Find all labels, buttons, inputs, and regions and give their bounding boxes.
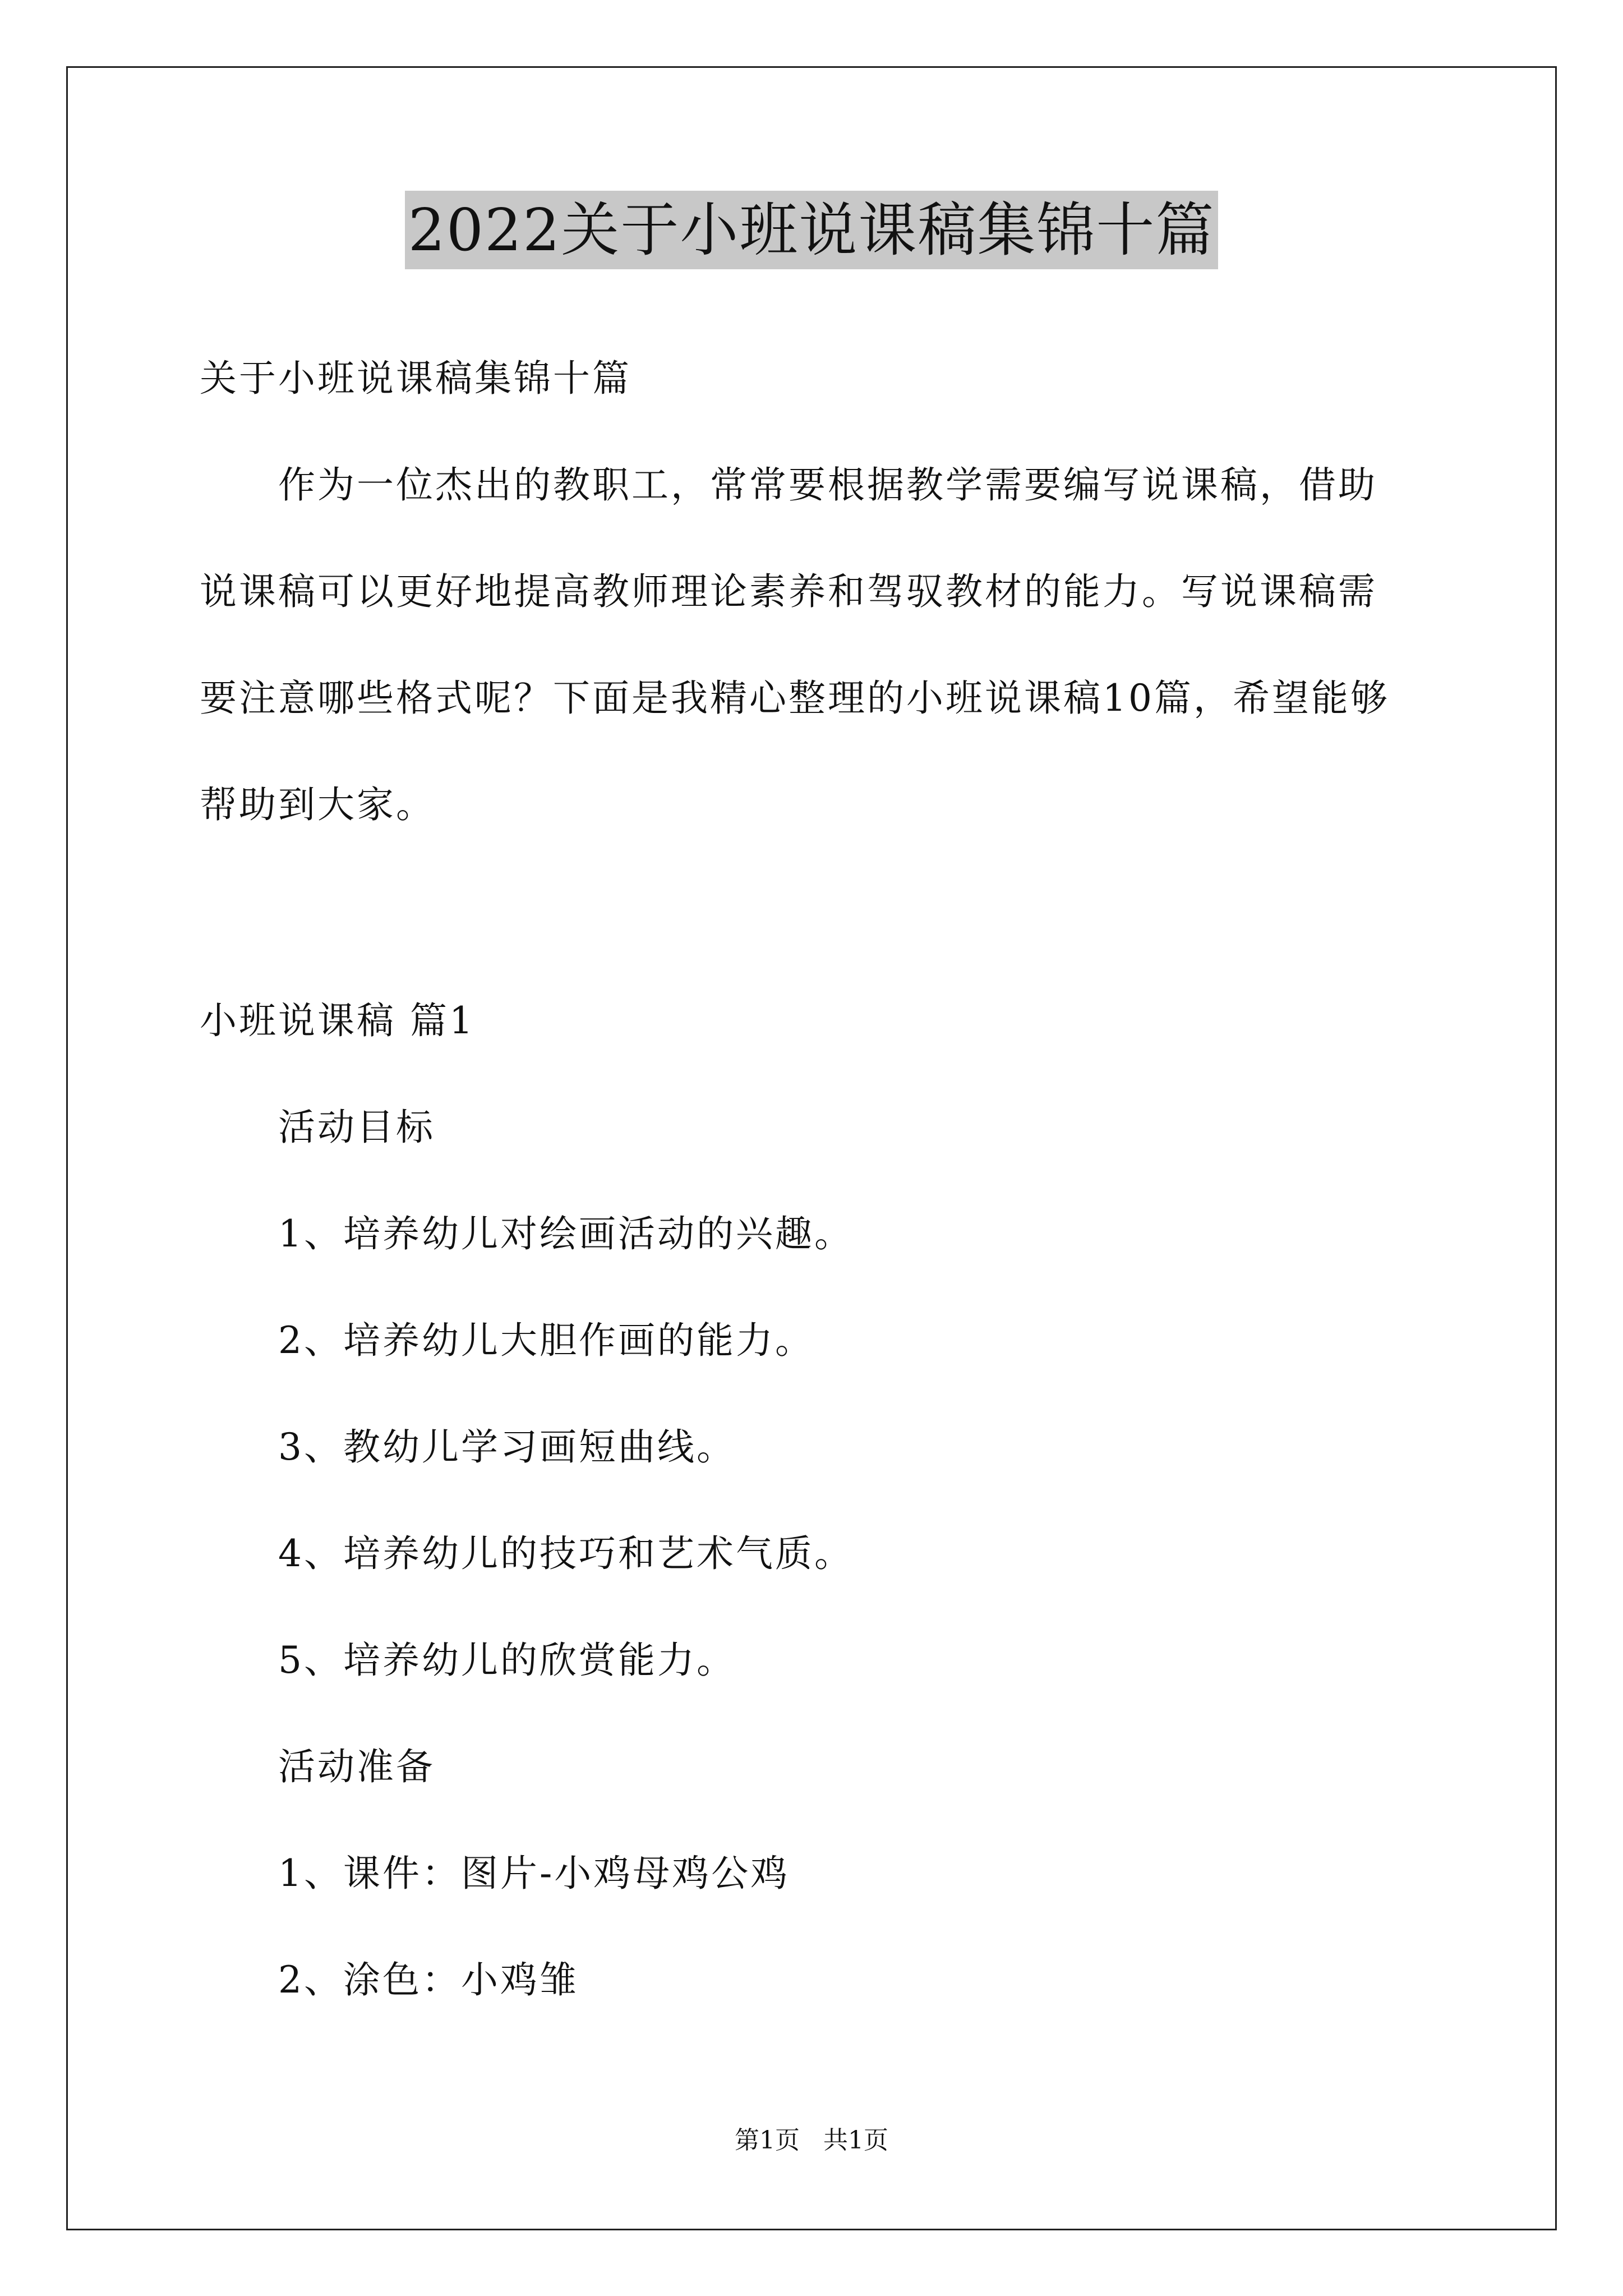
title-container (0, 191, 1623, 269)
intro-line-3: 要注意哪些格式呢？下面是我精心整理的小班说课稿10篇，希望能够 (200, 677, 1390, 720)
document-title: 2022关于小班说课稿集锦十篇 (405, 191, 1219, 269)
section-heading: 小班说课稿 篇1 (200, 999, 475, 1042)
goal-item-1: 1、培养幼儿对绘画活动的兴趣。 (278, 1212, 854, 1255)
prep-heading: 活动准备 (278, 1745, 435, 1788)
goal-item-4: 4、培养幼儿的技巧和艺术气质。 (278, 1532, 854, 1575)
intro-line-1: 作为一位杰出的教职工，常常要根据教学需要编写说课稿，借助 (278, 463, 1377, 507)
prep-item-1: 1、课件：图片-小鸡母鸡公鸡 (278, 1852, 790, 1895)
goal-item-3: 3、教幼儿学习画短曲线。 (278, 1425, 736, 1469)
goal-item-5: 5、培养幼儿的欣赏能力。 (278, 1639, 736, 1682)
goal-item-2: 2、培养幼儿大胆作画的能力。 (278, 1319, 814, 1362)
prep-item-2: 2、涂色：小鸡雏 (278, 1958, 579, 2001)
document-subtitle: 关于小班说课稿集锦十篇 (200, 357, 631, 400)
intro-line-4: 帮助到大家。 (200, 783, 435, 826)
page-footer: 第1页 共1页 (735, 2126, 888, 2155)
intro-line-2: 说课稿可以更好地提高教师理论素养和驾驭教材的能力。写说课稿需 (200, 570, 1377, 613)
goals-heading: 活动目标 (278, 1106, 435, 1149)
